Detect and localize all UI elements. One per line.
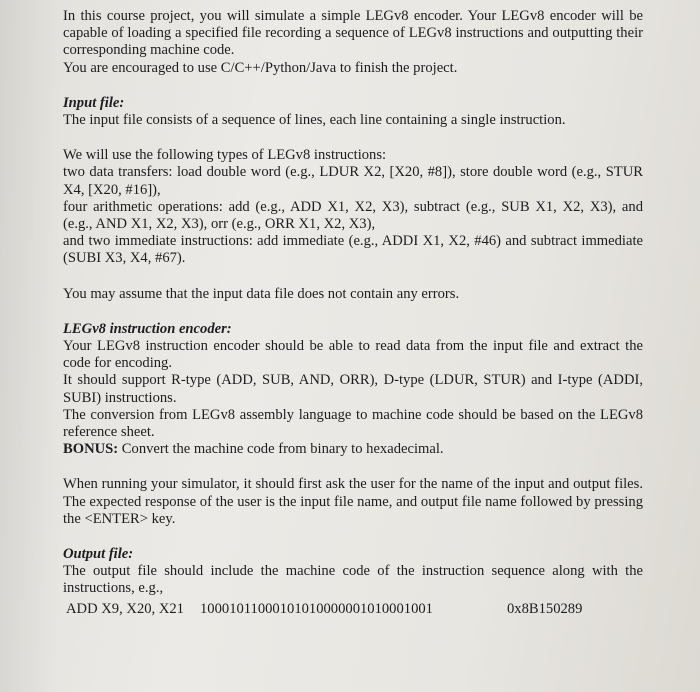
instruction-types-intro: We will use the following types of LEGv8 instructions: bbox=[63, 147, 387, 164]
instruction-types-section bbox=[63, 147, 643, 267]
photo-shadow bbox=[0, 0, 60, 692]
output-file-section bbox=[63, 546, 643, 598]
assignment-sheet bbox=[63, 8, 643, 598]
running-text: When running your simulator, it should first ask the user for the name of the input and output files. The expected response of the user is the input file name, and output file name followed by pressing the <ENTER> key. bbox=[63, 476, 643, 527]
output-file-heading: Output file: bbox=[63, 546, 134, 563]
example-hex: 0x8B150289 bbox=[507, 601, 583, 617]
example-binary: 10001011000101010000001010001001 bbox=[200, 601, 433, 617]
intro-language-note: You are encouraged to use C/C++/Python/Java to finish the project. bbox=[63, 59, 458, 76]
encoder-read-text: Your LEGv8 instruction encoder should be able to read data from the input file and extract the code for encoding. bbox=[63, 338, 643, 372]
assumption-text: You may assume that the input data file does not contain any errors. bbox=[63, 285, 460, 302]
intro-text: In this course project, you will simulate a simple LEGv8 encoder. Your LEGv8 encoder will be capable of loading a specified file recording a sequence of LEGv8 instructions and outputting their corresponding machine code. bbox=[63, 8, 643, 59]
input-file-section bbox=[63, 95, 643, 129]
input-file-heading: Input file: bbox=[63, 94, 125, 111]
encoder-section bbox=[63, 321, 643, 459]
output-file-text: The output file should include the machine code of the instruction sequence along with the instructions, e.g., bbox=[63, 563, 643, 597]
encoder-heading: LEGv8 instruction encoder: bbox=[63, 320, 232, 337]
bonus-line bbox=[63, 441, 643, 458]
bonus-label: BONUS: bbox=[63, 441, 119, 458]
data-transfer-text: two data transfers: load double word (e.g., LDUR X2, [X20, #8]), store double word (e.g., STUR X4, [X20, #16]), bbox=[63, 164, 643, 198]
example-instruction: ADD X9, X20, X21 bbox=[66, 601, 184, 617]
encoder-types-text: It should support R-type (ADD, SUB, AND, ORR), D-type (LDUR, STUR) and I-type (ADDI, SUBI) instructions. bbox=[63, 372, 643, 406]
intro-paragraph bbox=[63, 8, 643, 77]
arithmetic-text: four arithmetic operations: add (e.g., ADD X1, X2, X3), subtract (e.g., SUB X1, X2, X3), and (e.g., AND X1, X2, X3), orr (e.g., ORR X1, X2, X3), bbox=[63, 198, 643, 233]
input-file-text: The input file consists of a sequence of lines, each line containing a single instruction. bbox=[63, 112, 566, 129]
bonus-text: Convert the machine code from binary to hexadecimal. bbox=[118, 441, 444, 458]
encoder-reference-text: The conversion from LEGv8 assembly language to machine code should be based on the LEGv8 reference sheet. bbox=[63, 406, 643, 441]
immediate-text: and two immediate instructions: add immediate (e.g., ADDI X1, X2, #46) and subtract immediate (SUBI X3, X4, #67). bbox=[63, 233, 643, 267]
